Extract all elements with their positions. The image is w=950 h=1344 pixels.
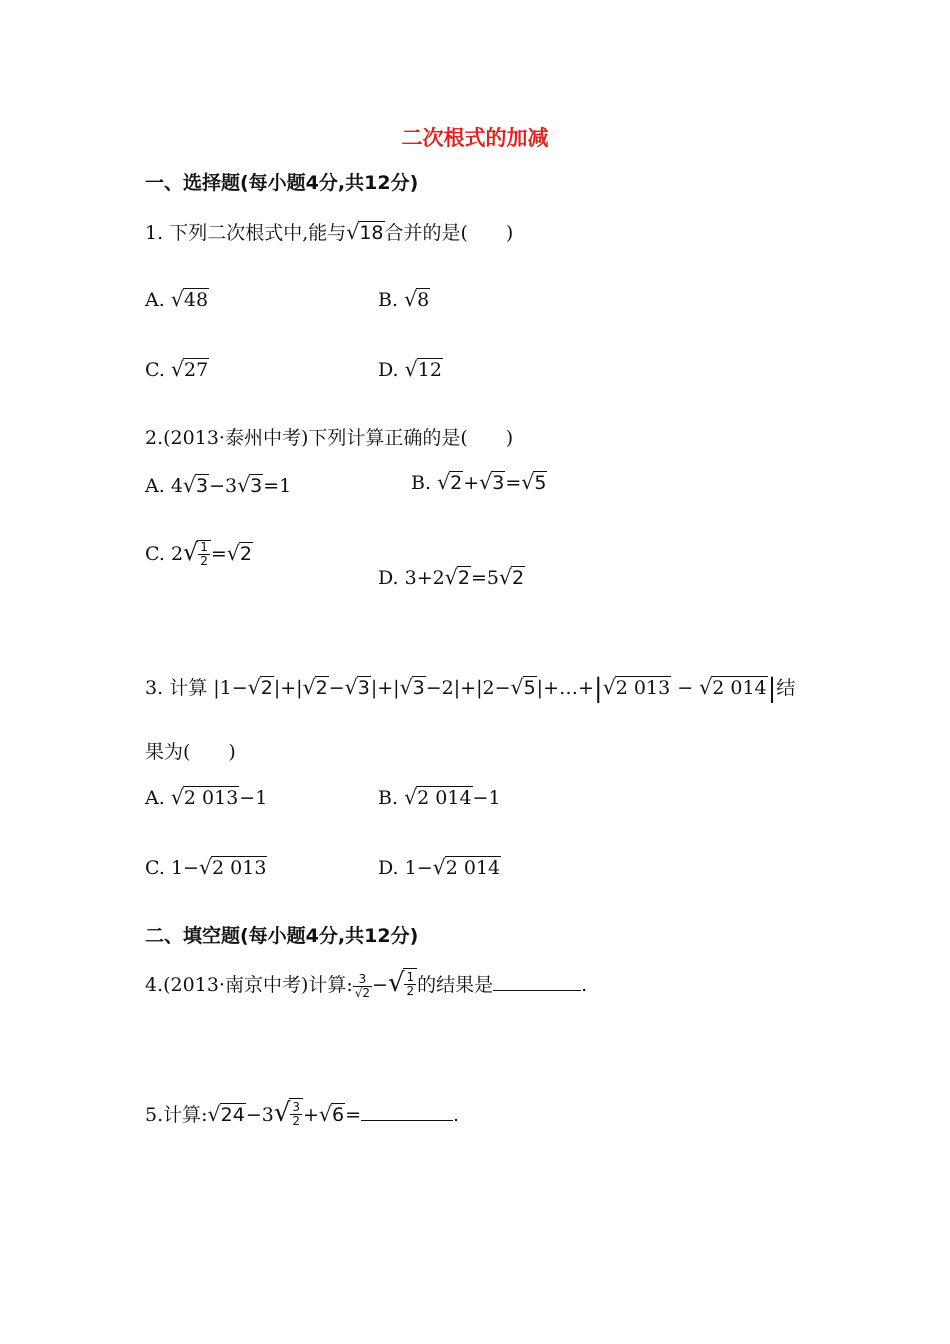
question-3: 3. 计算 |1−√2|+|√2−√3|+|√3−2|+|2−√5|+…+|√2 013 − √2 014|结 xyxy=(145,674,796,704)
option-label: A. xyxy=(145,475,165,497)
q1-option-b xyxy=(378,287,430,311)
option-label: D. xyxy=(378,359,399,381)
option-suffix: −1 xyxy=(472,787,501,809)
q3-option-d: D. 1−√2 014 xyxy=(378,855,501,879)
q5-answer-blank[interactable] xyxy=(361,1120,453,1121)
option-radical: √27 xyxy=(170,357,209,381)
option-label: B. xyxy=(378,289,399,311)
question-2 xyxy=(145,423,513,450)
option-prefix: 1− xyxy=(404,857,433,879)
q3-number: 3. xyxy=(145,677,164,699)
option-radicand: 2 013 xyxy=(183,787,239,809)
q3-radicand-a: 2 013 xyxy=(615,677,671,699)
option-radicand: 2 014 xyxy=(445,857,501,879)
q3-radicand-b: 2 014 xyxy=(712,677,767,699)
q2-option-c: C. 2√ $\frac{1}{2}$ =√2 xyxy=(145,538,252,568)
q4-end: . xyxy=(581,974,588,996)
option-radicand: 8 xyxy=(417,289,430,311)
option-label: C. xyxy=(145,857,165,879)
option-radicand: 2 014 xyxy=(417,787,472,809)
q2-number: 2. xyxy=(145,427,164,449)
option-radical: √48 xyxy=(170,287,209,311)
option-radical: √8 xyxy=(404,287,430,311)
section-heading-fill: 二、填空题(每小题4分,共12分) xyxy=(145,925,419,947)
q3-option-a: A. √2 013−1 xyxy=(145,785,268,809)
q4-text-before: 计算: xyxy=(308,974,353,996)
question-4: 4.(2013·南京中考)计算: $\frac{3}{√2}$ −√ $\frac{1}{2}$ 的结果是 . xyxy=(145,968,588,1000)
q3-text-before: 计算 xyxy=(169,677,208,699)
question-5: 5.计算:√24−3√ $\frac{3}{2}$ +√6= . xyxy=(145,1098,460,1128)
q4-source: (2013·南京中考) xyxy=(163,974,309,996)
option-radical: √12 xyxy=(404,357,442,381)
q4-answer-blank[interactable] xyxy=(493,990,581,991)
q5-number: 5. xyxy=(145,1104,164,1126)
option-label: C. xyxy=(145,543,165,565)
option-label: A. xyxy=(145,787,165,809)
q1-radicand: 18 xyxy=(359,222,384,244)
q2-option-a: A. 4√3−3√3=1 xyxy=(145,473,292,497)
option-radicand: 27 xyxy=(184,359,209,381)
q3-option-c: C. 1−√2 013 xyxy=(145,855,267,879)
option-label: B. xyxy=(378,787,399,809)
q3-line2: 果为( ) xyxy=(145,741,236,763)
option-label: B. xyxy=(411,472,432,494)
option-radicand: 48 xyxy=(183,289,209,311)
option-label: D. xyxy=(378,567,399,589)
q1-radical: √18 xyxy=(346,220,384,244)
page-title: 二次根式的加减 xyxy=(401,126,549,150)
q4-text-after: 的结果是 xyxy=(417,974,494,996)
q3-option-b: B. √2 014−1 xyxy=(378,785,501,809)
q2-option-d: D. 3+2√2=5√2 xyxy=(378,565,525,589)
q2-text: 下列计算正确的是( ) xyxy=(308,427,514,449)
q1-option-c xyxy=(145,357,209,381)
q1-text-before: 下列二次根式中,能与 xyxy=(169,222,347,244)
q2-source: (2013·泰州中考) xyxy=(163,427,309,449)
option-suffix: −1 xyxy=(239,787,268,809)
question-1 xyxy=(145,218,513,245)
q1-option-a xyxy=(145,287,209,311)
q2-option-b: B. √2+√3=√5 xyxy=(411,470,547,494)
section-heading-choice: 一、选择题(每小题4分,共12分) xyxy=(145,172,419,194)
option-prefix: 1− xyxy=(170,857,199,879)
q5-end: . xyxy=(453,1104,460,1126)
q3-text-after: 结 xyxy=(776,677,796,699)
option-radicand: 12 xyxy=(417,359,442,381)
q4-number: 4. xyxy=(145,974,164,996)
q5-text-before: 计算: xyxy=(163,1104,208,1126)
option-radicand: 2 013 xyxy=(212,857,267,879)
option-label: D. xyxy=(378,857,399,879)
q1-text-after: 合并的是( ) xyxy=(384,222,514,244)
q1-option-d xyxy=(378,357,443,381)
q1-number: 1. xyxy=(145,222,164,244)
option-label: A. xyxy=(145,289,165,311)
option-label: C. xyxy=(145,359,165,381)
